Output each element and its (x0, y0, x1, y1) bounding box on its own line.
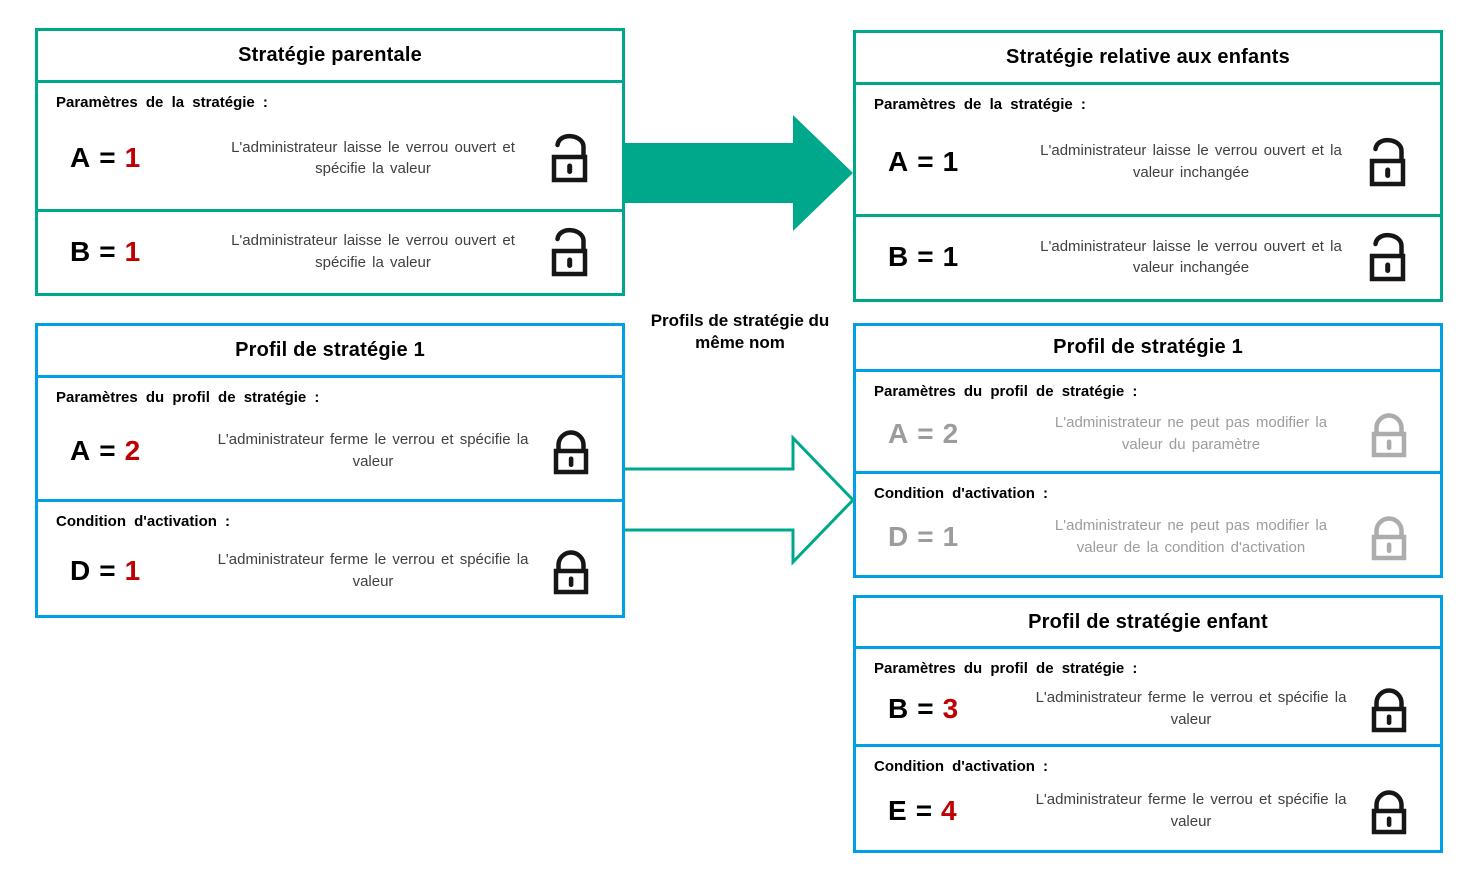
section-label: Paramètres du profil de stratégie : (874, 660, 1138, 677)
section-label: Condition d'activation : (874, 485, 1049, 502)
equals-sign: = (917, 692, 934, 724)
closed-lock-icon (532, 545, 610, 597)
policy-setting-row-a (856, 82, 1440, 214)
param-value: 1 (124, 142, 141, 173)
closed-lock-icon (1350, 511, 1428, 563)
param-value: 1 (942, 145, 959, 177)
equals-sign: = (917, 520, 934, 552)
equals-sign: = (99, 554, 116, 586)
param-expression: D = 1 (70, 554, 141, 586)
activation-condition-row (38, 499, 622, 615)
policy-setting-row-b (856, 214, 1440, 299)
param-value: 1 (942, 520, 959, 552)
lock-description: L'administrateur laisse le verrou ouvert et la valeur inchangée (1040, 237, 1342, 276)
profile-setting-row (856, 369, 1440, 471)
section-label: Paramètres de la stratégie : (56, 94, 268, 111)
policy-profile-1-box (35, 323, 625, 618)
lock-description: L'administrateur ferme le verrou et spécifie la valeur (1035, 791, 1347, 830)
section-label: Paramètres du profil de stratégie : (874, 383, 1138, 400)
inherited-policy-profile-1-box (853, 323, 1443, 578)
param-value: 3 (942, 692, 959, 724)
lock-description: L'administrateur laisse le verrou ouvert et spécifie la valeur (231, 138, 515, 177)
open-lock-icon (1350, 231, 1428, 283)
param-value: 4 (941, 794, 957, 826)
open-lock-icon (1350, 136, 1428, 188)
box-title: Profil de stratégie 1 (1053, 336, 1243, 358)
connector-label: Profils de stratégie du même nom (650, 311, 830, 353)
policy-inheritance-arrow (625, 115, 853, 231)
profile-setting-row (856, 646, 1440, 744)
param-expression: A = 1 (70, 142, 141, 173)
lock-description: L'administrateur ferme le verrou et spécifie la valeur (1035, 689, 1347, 728)
equals-sign: = (917, 145, 934, 177)
closed-lock-icon (1350, 683, 1428, 735)
param-value: 2 (942, 417, 959, 449)
closed-lock-icon (1350, 785, 1428, 837)
activation-condition-row (856, 471, 1440, 575)
equals-sign: = (99, 434, 116, 466)
box-title: Stratégie relative aux enfants (1006, 46, 1290, 68)
param-expression: B = 1 (70, 235, 141, 267)
equals-sign: = (99, 235, 116, 267)
param-expression: B = 1 (888, 241, 959, 272)
box-title: Profil de stratégie enfant (1028, 610, 1268, 633)
policy-setting-row-a (38, 80, 622, 209)
lock-description: L'administrateur ne peut pas modifier la valeur de la condition d'activation (1054, 517, 1328, 556)
profile-inheritance-arrow (625, 438, 853, 562)
box-title: Stratégie parentale (238, 44, 422, 66)
param-value: 2 (124, 434, 141, 466)
equals-sign: = (99, 142, 116, 173)
child-policy-profile-box (853, 595, 1443, 853)
open-lock-icon (532, 226, 610, 278)
param-expression: E = 4 (888, 794, 957, 826)
open-lock-icon (532, 132, 610, 184)
param-value: 1 (124, 235, 141, 267)
parent-policy-box (35, 28, 625, 296)
equals-sign: = (917, 241, 934, 272)
profile-setting-row (38, 375, 622, 499)
param-expression: D = 1 (888, 520, 959, 552)
param-value: 1 (942, 241, 959, 272)
child-policy-box (853, 30, 1443, 302)
section-label: Paramètres de la stratégie : (874, 96, 1086, 113)
section-label: Paramètres du profil de stratégie : (56, 389, 320, 406)
section-label: Condition d'activation : (874, 758, 1049, 775)
section-label: Condition d'activation : (56, 513, 231, 530)
lock-description: L'administrateur ferme le verrou et spécifie la valeur (217, 551, 529, 590)
param-expression: A = 2 (70, 434, 141, 466)
policy-setting-row-b (38, 209, 622, 293)
param-expression: B = 3 (888, 692, 959, 724)
closed-lock-icon (532, 425, 610, 477)
equals-sign: = (917, 417, 934, 449)
lock-description: L'administrateur laisse le verrou ouvert et spécifie la valeur (231, 232, 515, 271)
lock-description: L'administrateur ne peut pas modifier la valeur du paramètre (1054, 414, 1328, 453)
closed-lock-icon (1350, 408, 1428, 460)
param-value: 1 (124, 554, 141, 586)
activation-condition-row (856, 744, 1440, 850)
equals-sign: = (915, 794, 933, 826)
lock-description: L'administrateur ferme le verrou et spécifie la valeur (217, 431, 529, 470)
param-expression: A = 1 (888, 145, 959, 177)
param-expression: A = 2 (888, 417, 959, 449)
box-title: Profil de stratégie 1 (235, 339, 425, 361)
lock-description: L'administrateur laisse le verrou ouvert et la valeur inchangée (1040, 142, 1342, 181)
